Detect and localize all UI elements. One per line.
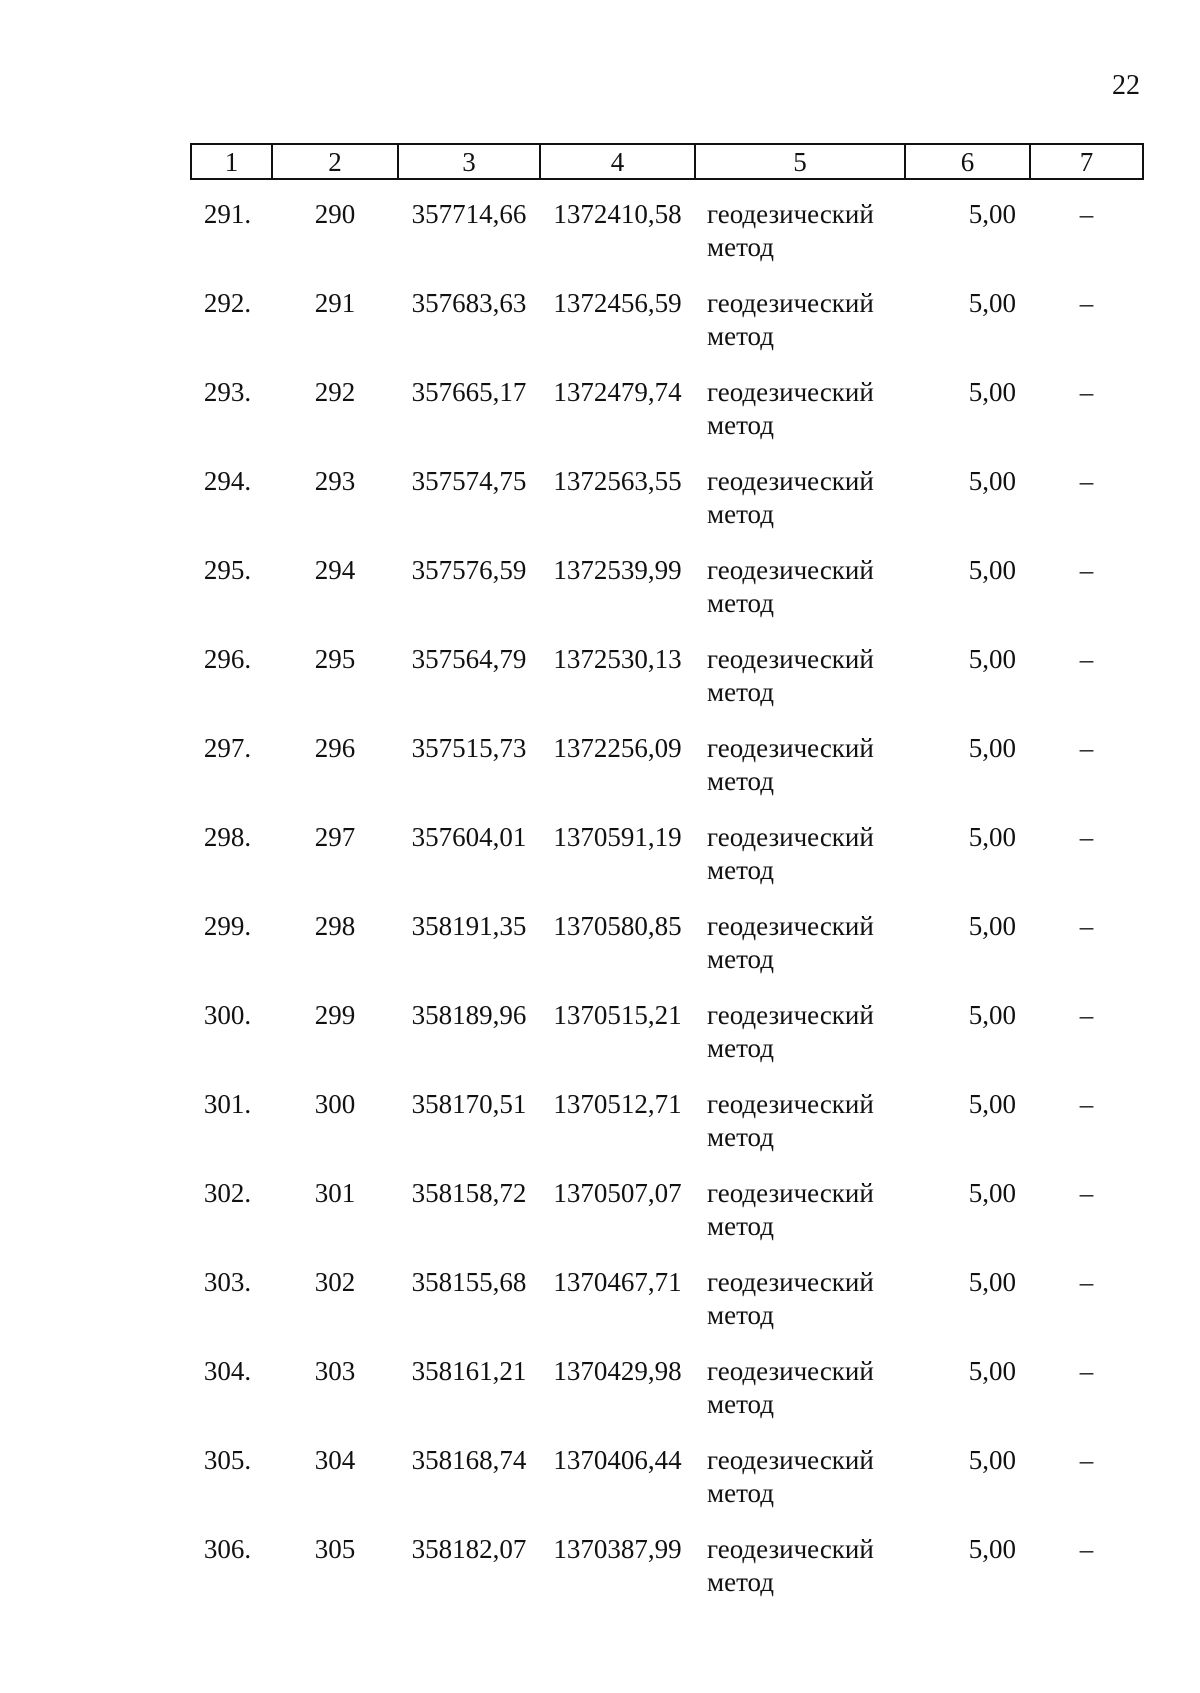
x-coordinate-cell: 357714,66	[411, 199, 527, 229]
method-line-2: метод	[707, 410, 774, 440]
previous-point-cell: 298	[314, 911, 356, 941]
note-cell: –	[1079, 1267, 1094, 1297]
coordinates-table	[190, 143, 1144, 1622]
table-row	[191, 1355, 1143, 1444]
method-line-1: геодезический	[707, 1178, 874, 1208]
accuracy-cell: 5,00	[968, 199, 1016, 229]
accuracy-cell: 5,00	[968, 1089, 1016, 1119]
method-cell	[695, 554, 905, 643]
y-coordinate-cell: 1372456,59	[553, 288, 682, 318]
header-row	[191, 144, 1143, 179]
y-coordinate-cell: 1370512,71	[553, 1089, 682, 1119]
point-number-cell: 299.	[203, 911, 252, 941]
method-line-2: метод	[707, 1300, 774, 1330]
method-line-1: геодезический	[707, 1356, 874, 1386]
accuracy-cell: 5,00	[968, 1534, 1016, 1564]
y-coordinate-cell: 1370591,19	[553, 822, 682, 852]
y-coordinate-cell: 1370580,85	[553, 911, 682, 941]
method-cell	[695, 643, 905, 732]
header-cell: 6	[905, 144, 1030, 179]
previous-point-cell: 302	[314, 1267, 356, 1297]
table-row	[191, 1533, 1143, 1622]
method-line-2: метод	[707, 1389, 774, 1419]
previous-point-cell: 300	[314, 1089, 356, 1119]
x-coordinate-cell: 357564,79	[411, 644, 527, 674]
table-row	[191, 179, 1143, 287]
method-line-2: метод	[707, 766, 774, 796]
note-cell: –	[1079, 911, 1094, 941]
table-row	[191, 821, 1143, 910]
method-line-1: геодезический	[707, 377, 874, 407]
table-row	[191, 287, 1143, 376]
method-line-2: метод	[707, 1478, 774, 1508]
header-cell: 4	[540, 144, 695, 179]
method-line-1: геодезический	[707, 1267, 874, 1297]
x-coordinate-cell: 357665,17	[411, 377, 527, 407]
accuracy-cell: 5,00	[968, 644, 1016, 674]
y-coordinate-cell: 1370406,44	[553, 1445, 682, 1475]
point-number-cell: 295.	[203, 555, 252, 585]
point-number-cell: 301.	[203, 1089, 252, 1119]
accuracy-cell: 5,00	[968, 1267, 1016, 1297]
note-cell: –	[1079, 466, 1094, 496]
page-number: 22	[1112, 70, 1140, 101]
table-row	[191, 1088, 1143, 1177]
point-number-cell: 306.	[203, 1534, 252, 1564]
x-coordinate-cell: 358182,07	[411, 1534, 527, 1564]
method-line-1: геодезический	[707, 288, 874, 318]
note-cell: –	[1079, 1445, 1094, 1475]
y-coordinate-cell: 1372479,74	[553, 377, 682, 407]
method-line-2: метод	[707, 1122, 774, 1152]
method-cell	[695, 1355, 905, 1444]
accuracy-cell: 5,00	[968, 288, 1016, 318]
point-number-cell: 291.	[203, 199, 252, 229]
y-coordinate-cell: 1372410,58	[553, 199, 682, 229]
x-coordinate-cell: 357574,75	[411, 466, 527, 496]
note-cell: –	[1079, 199, 1094, 229]
header-cell: 2	[272, 144, 398, 179]
accuracy-cell: 5,00	[968, 1000, 1016, 1030]
previous-point-cell: 295	[314, 644, 356, 674]
previous-point-cell: 293	[314, 466, 356, 496]
previous-point-cell: 290	[314, 199, 356, 229]
method-cell	[695, 821, 905, 910]
method-cell	[695, 376, 905, 465]
accuracy-cell: 5,00	[968, 1178, 1016, 1208]
y-coordinate-cell: 1372256,09	[553, 733, 682, 763]
x-coordinate-cell: 358168,74	[411, 1445, 527, 1475]
table-row	[191, 1266, 1143, 1355]
note-cell: –	[1079, 1089, 1094, 1119]
note-cell: –	[1079, 733, 1094, 763]
method-cell	[695, 910, 905, 999]
previous-point-cell: 301	[314, 1178, 356, 1208]
header-cell: 1	[191, 144, 272, 179]
table-row	[191, 999, 1143, 1088]
method-line-1: геодезический	[707, 466, 874, 496]
point-number-cell: 302.	[203, 1178, 252, 1208]
method-cell	[695, 465, 905, 554]
accuracy-cell: 5,00	[968, 466, 1016, 496]
note-cell: –	[1079, 288, 1094, 318]
accuracy-cell: 5,00	[968, 555, 1016, 585]
method-line-2: метод	[707, 232, 774, 262]
method-line-2: метод	[707, 499, 774, 529]
method-line-1: геодезический	[707, 1445, 874, 1475]
accuracy-cell: 5,00	[968, 377, 1016, 407]
method-cell	[695, 1533, 905, 1622]
method-cell	[695, 1088, 905, 1177]
accuracy-cell: 5,00	[968, 911, 1016, 941]
method-line-1: геодезический	[707, 1534, 874, 1564]
note-cell: –	[1079, 822, 1094, 852]
table-row	[191, 910, 1143, 999]
method-cell	[695, 1177, 905, 1266]
method-cell	[695, 732, 905, 821]
header-cell: 7	[1030, 144, 1143, 179]
method-line-2: метод	[707, 944, 774, 974]
point-number-cell: 294.	[203, 466, 252, 496]
table-row	[191, 1444, 1143, 1533]
y-coordinate-cell: 1372563,55	[553, 466, 682, 496]
table-row	[191, 465, 1143, 554]
method-line-2: метод	[707, 588, 774, 618]
method-line-1: геодезический	[707, 822, 874, 852]
previous-point-cell: 299	[314, 1000, 356, 1030]
point-number-cell: 297.	[203, 733, 252, 763]
x-coordinate-cell: 357576,59	[411, 555, 527, 585]
x-coordinate-cell: 358155,68	[411, 1267, 527, 1297]
method-line-2: метод	[707, 1567, 774, 1597]
note-cell: –	[1079, 1178, 1094, 1208]
previous-point-cell: 297	[314, 822, 356, 852]
method-cell	[695, 1266, 905, 1355]
method-line-1: геодезический	[707, 1000, 874, 1030]
table-row	[191, 1177, 1143, 1266]
accuracy-cell: 5,00	[968, 822, 1016, 852]
note-cell: –	[1079, 644, 1094, 674]
table-row	[191, 376, 1143, 465]
previous-point-cell: 305	[314, 1534, 356, 1564]
accuracy-cell: 5,00	[968, 1356, 1016, 1386]
method-cell	[695, 999, 905, 1088]
method-line-2: метод	[707, 855, 774, 885]
note-cell: –	[1079, 555, 1094, 585]
table-row	[191, 554, 1143, 643]
x-coordinate-cell: 357515,73	[411, 733, 527, 763]
x-coordinate-cell: 358189,96	[411, 1000, 527, 1030]
header-cell: 3	[398, 144, 540, 179]
previous-point-cell: 292	[314, 377, 356, 407]
point-number-cell: 304.	[203, 1356, 252, 1386]
x-coordinate-cell: 358191,35	[411, 911, 527, 941]
note-cell: –	[1079, 1534, 1094, 1564]
point-number-cell: 298.	[203, 822, 252, 852]
x-coordinate-cell: 358161,21	[411, 1356, 527, 1386]
method-cell	[695, 1444, 905, 1533]
method-cell	[695, 179, 905, 287]
header-cell: 5	[695, 144, 905, 179]
table-row	[191, 643, 1143, 732]
table-body	[191, 179, 1143, 1622]
y-coordinate-cell: 1372539,99	[553, 555, 682, 585]
method-cell	[695, 287, 905, 376]
method-line-1: геодезический	[707, 1089, 874, 1119]
method-line-1: геодезический	[707, 555, 874, 585]
note-cell: –	[1079, 377, 1094, 407]
x-coordinate-cell: 357683,63	[411, 288, 527, 318]
accuracy-cell: 5,00	[968, 1445, 1016, 1475]
x-coordinate-cell: 358158,72	[411, 1178, 527, 1208]
table-row	[191, 732, 1143, 821]
point-number-cell: 292.	[203, 288, 252, 318]
note-cell: –	[1079, 1000, 1094, 1030]
previous-point-cell: 294	[314, 555, 356, 585]
method-line-1: геодезический	[707, 733, 874, 763]
method-line-1: геодезический	[707, 911, 874, 941]
y-coordinate-cell: 1370515,21	[553, 1000, 682, 1030]
method-line-2: метод	[707, 1211, 774, 1241]
method-line-2: метод	[707, 321, 774, 351]
table-header	[191, 144, 1143, 179]
method-line-1: геодезический	[707, 199, 874, 229]
method-line-2: метод	[707, 677, 774, 707]
method-line-1: геодезический	[707, 644, 874, 674]
point-number-cell: 305.	[203, 1445, 252, 1475]
y-coordinate-cell: 1370429,98	[553, 1356, 682, 1386]
y-coordinate-cell: 1370387,99	[553, 1534, 682, 1564]
y-coordinate-cell: 1372530,13	[553, 644, 682, 674]
method-line-2: метод	[707, 1033, 774, 1063]
point-number-cell: 300.	[203, 1000, 252, 1030]
x-coordinate-cell: 357604,01	[411, 822, 527, 852]
x-coordinate-cell: 358170,51	[411, 1089, 527, 1119]
previous-point-cell: 296	[314, 733, 356, 763]
y-coordinate-cell: 1370467,71	[553, 1267, 682, 1297]
previous-point-cell: 303	[314, 1356, 356, 1386]
point-number-cell: 293.	[203, 377, 252, 407]
y-coordinate-cell: 1370507,07	[553, 1178, 682, 1208]
accuracy-cell: 5,00	[968, 733, 1016, 763]
point-number-cell: 296.	[203, 644, 252, 674]
previous-point-cell: 291	[314, 288, 356, 318]
note-cell: –	[1079, 1356, 1094, 1386]
previous-point-cell: 304	[314, 1445, 356, 1475]
point-number-cell: 303.	[203, 1267, 252, 1297]
